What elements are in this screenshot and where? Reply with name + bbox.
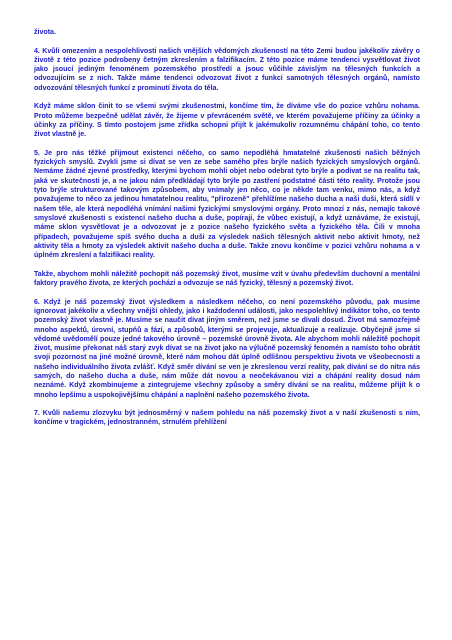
document-page bbox=[34, 28, 420, 437]
paragraph-5: 5. Je pro nás těžké přijmout existenci něčeho, co samo nepodléhá hmatatelné zkušenosti našich běžných fyzických smyslů. Zvykli jsme si dívat se ven ze sebe samého přes brýle našich fyzických smyslových orgánů. Nemáme žádné zjevné prostředky, kterými bychom mohli objet nebo odebrat tyto brýle a podívat se na realitu tak, jaká ve skutečnosti je, a ne jakou nám předkládají tyto brýle po zastření podstatné části této reality. Protože jsou tyto brýle strukturované takovým způsobem, aby vnímaly jen něco, co je někde tam venku, mimo nás, a když považujeme to něco za jedinou hmatatelnou realitu, "přirozeně" přehlížíme našeho ducha a naši duši, která sídlí v našem těle, ale která nepodléhá vnímání našimi fyzickými smyslovými orgány. Proto mnozí z nás, nemajíc takové smyslové zkušenosti s existencí našeho ducha a duše, popírají, že vůbec existují, a když uznáváme, že existují, máme sklon vysvětlovat je a odvozovat je z pozice našeho fyzického světa a fyzického těla. Čili v mnoha případech, považujeme spíš svého ducha a duši za výsledek našich tělesných aktivit nebo aktivit hmoty, než aktivity těla a hmoty za výsledek aktivit našeho ducha a duše. Takže znovu končíme v pozici vzhůru nohama a v úplném zkreslení a falzifikaci reality. bbox=[34, 149, 420, 260]
paragraph-7: 7. Kvůli našemu zlozvyku být jednosměrný v našem pohledu na náš pozemský život a v naší zkušenosti s ním, končíme v tragickém, jednostranném, strnulém přehlížení bbox=[34, 410, 420, 427]
paragraph-6: 6. Když je náš pozemský život výsledkem a následkem něčeho, co není pozemského původu, pak musíme ignorovat jakékoliv a všechny vnější ohledy, jako i každodenní události, jako nespolehlivý indikátor toho, co tento pozemský život vlastně je. Musíme se naučit dívat jiným směrem, než jsme se dívali dosud. Život má samozřejmě mnoho aspektů, úrovní, stupňů a fází, a způsobů, kterými se projevuje, aktualizuje a realizuje. Obyčejně jsme si vědomé uvědomělí pouze jedné takového úrovně – pozemské úrovně života. Ale abychom mohli náležitě pochopit život, musíme překonat náš starý zvyk dívat se na život jako na výlučně pozemský fenomén a namísto toho obrátit svoji pozornost na jiné možné úrovně, které nám mohou dát úplně odlišnou perspektivu života ve všeobecnosti a našeho individuálního života zvlášť. Když směr dívání se ven je zkreslenou verzí reality, pak dívání se do nitra nás samých, do našeho ducha a duše, nám může dát novou a neočekávanou vizi a chápání reality dosud nám neznámé. Když zkombinujeme a zintegrujeme všechny způsoby a směry dívání se na realitu, můžeme přijít k o mnoho lepšímu a uspokojivějšímu chápání a naplnění našeho pozemského života. bbox=[34, 298, 420, 399]
paragraph-5-continued: Takže, abychom mohli náležitě pochopit náš pozemský život, musíme vzít v úvahu především duchovní a mentální faktory pravého života, ze kterých pochází a odvozuje se náš fyzický, tělesný a pozemský život. bbox=[34, 270, 420, 288]
paragraph-4: 4. Kvůli omezením a nespolehlivosti našich vnějších vědomých zkušeností na této Zemi budou jakékoliv závěry o životě z této pozice podrobeny četným zkreslením a falzifikacím. Z této pozice máme tendenci vysvětlovat život jako jsoucí jediným fenoménem pozemského prostředí a jsouc vůčihle závislým na tělesných funkcích a odvozujícím se z nich. Takže máme tendenci odvozovat život z funkcí samotných tělesných orgánů, namísto odvozování tělesných funkcí z prominutí života do těla. bbox=[34, 47, 420, 92]
paragraph-continuation: života. bbox=[34, 29, 56, 36]
paragraph-4-continued: Když máme sklon činit to se všemi svými zkušenostmi, končíme tím, že díváme vše do pozice vzhůru nohama. Proto můžeme bezpečně udělat závěr, že žijeme v převráceném světě, ve kterém považujeme příčiny za účinky a účinky za příčiny. S tímto postojem jsme zřídka schopni přijít k jakémukoliv rozumnému chápání toho, co tento život vlastně je. bbox=[34, 103, 420, 139]
